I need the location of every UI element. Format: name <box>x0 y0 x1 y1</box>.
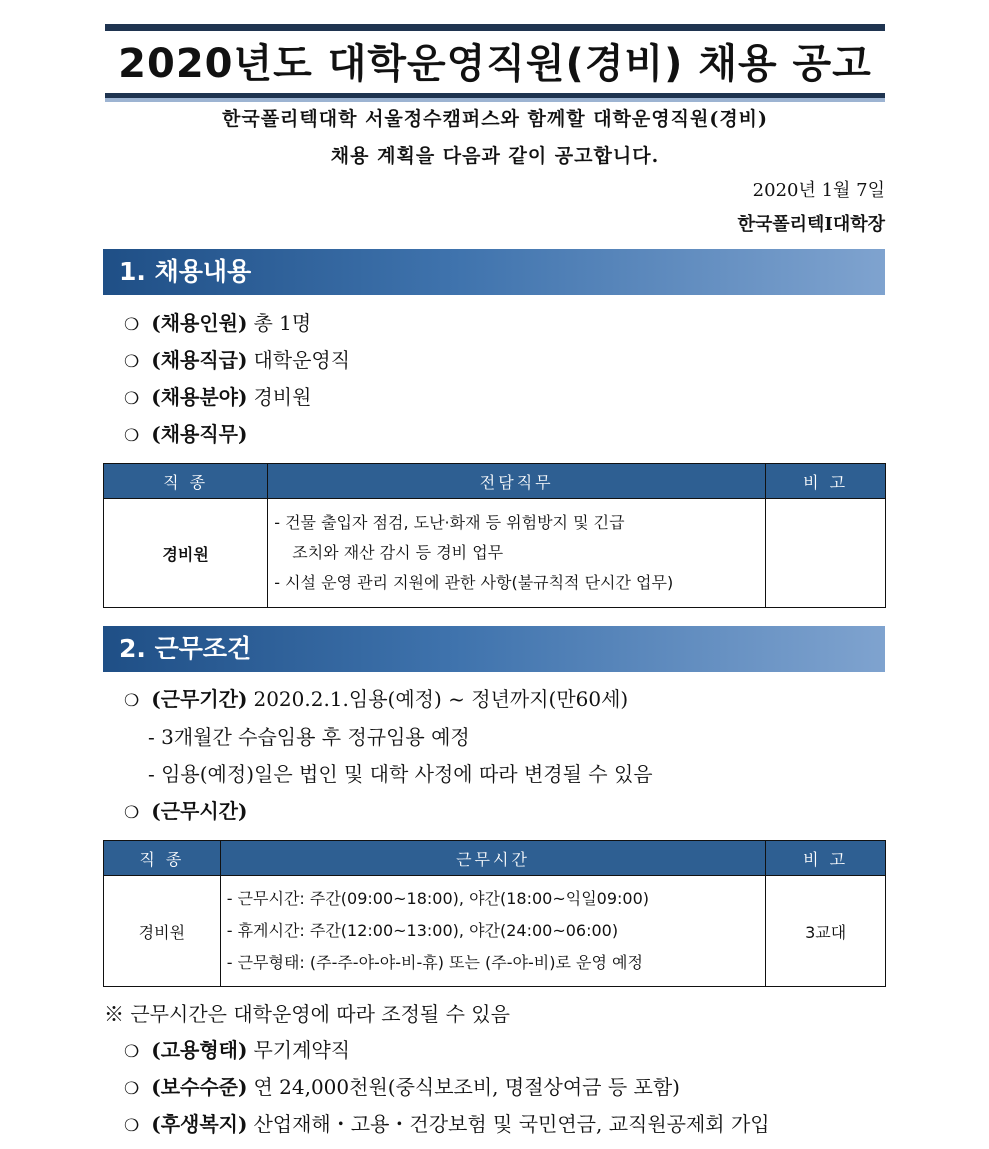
circle-bullet-icon: ❍ <box>124 315 140 335</box>
cell-note <box>766 499 886 608</box>
item-label: (채용직무) <box>151 422 248 446</box>
item-label: (고용형태) <box>151 1038 248 1062</box>
item-value: 대학운영직 <box>253 348 351 372</box>
period-note: - 3개월간 수습임용 후 정규임용 예정 <box>148 725 470 749</box>
item-label: (채용직급) <box>151 348 248 372</box>
hours-line: - 휴게시간: 주간(12:00~13:00), 야간(24:00~06:00) <box>226 921 619 940</box>
table-header-row <box>104 841 886 876</box>
item-value: 총 1명 <box>253 311 312 335</box>
item-value: 2020.2.1.임용(예정) ~ 정년까지(만60세) <box>253 687 629 711</box>
table-row <box>104 876 886 987</box>
item-label: (채용인원) <box>151 311 248 335</box>
list-item-rank <box>124 346 350 376</box>
list-item-period <box>124 685 628 715</box>
period-note: - 임용(예정)일은 법인 및 대학 사정에 따라 변경될 수 있음 <box>148 762 653 786</box>
list-item-employment-type <box>124 1036 350 1066</box>
item-label: (보수수준) <box>151 1075 248 1099</box>
duty-line: 조치와 재산 감시 등 경비 업무 <box>292 543 504 562</box>
column-header-hours: 근무시간 <box>220 841 766 876</box>
hours-line: - 근무시간: 주간(09:00~18:00), 야간(18:00~익일09:00) <box>226 889 650 908</box>
item-value: 산업재해・고용・건강보험 및 국민연금, 교직원공제회 가입 <box>253 1112 770 1136</box>
table-header-row <box>104 464 886 499</box>
list-item-headcount <box>124 309 311 339</box>
cell-hours <box>220 876 766 987</box>
hours-line: - 근무형태: (주-주-야-야-비-휴) 또는 (주-야-비)로 운영 예정 <box>226 953 643 972</box>
page-title: 2020년도 대학운영직원(경비) 채용 공고 <box>118 41 872 87</box>
circle-bullet-icon: ❍ <box>124 1116 140 1136</box>
item-value: 연 24,000천원(중식보조비, 명절상여금 등 포함) <box>253 1075 680 1099</box>
duty-line: - 시설 운영 관리 지원에 관한 사항(불규칙적 단시간 업무) <box>274 573 674 592</box>
column-header-job: 직 종 <box>104 841 221 876</box>
issuer-name: 한국폴리텍I대학장 <box>737 214 885 235</box>
item-label: (후생복지) <box>151 1112 248 1136</box>
column-header-duties: 전담직무 <box>268 464 766 499</box>
circle-bullet-icon: ❍ <box>124 803 140 823</box>
item-label: (근무기간) <box>151 687 248 711</box>
subtitle-line-2: 채용 계획을 다음과 같이 공고합니다. <box>330 145 660 167</box>
table-row <box>104 499 886 608</box>
section-heading-recruitment: 1. 채용내용 <box>103 249 885 295</box>
item-value: 무기계약직 <box>253 1038 351 1062</box>
circle-bullet-icon: ❍ <box>124 352 140 372</box>
item-value: 경비원 <box>253 385 312 409</box>
hours-table <box>103 840 886 987</box>
column-header-note: 비 고 <box>766 464 886 499</box>
circle-bullet-icon: ❍ <box>124 1079 140 1099</box>
list-item-field <box>124 383 311 413</box>
item-label: (근무시간) <box>151 799 248 823</box>
circle-bullet-icon: ❍ <box>124 426 140 446</box>
duty-table <box>103 463 886 608</box>
list-item-hours <box>124 797 253 827</box>
subtitle-line-1: 한국폴리텍대학 서울정수캠퍼스와 함께할 대학운영직원(경비) <box>221 108 769 130</box>
cell-note: 3교대 <box>766 876 886 987</box>
circle-bullet-icon: ❍ <box>124 691 140 711</box>
title-top-bar <box>105 24 885 31</box>
cell-job: 경비원 <box>104 499 268 608</box>
duty-line: - 건물 출입자 점검, 도난·화재 등 위험방지 및 긴급 <box>274 513 625 532</box>
list-item-duty <box>124 420 253 450</box>
circle-bullet-icon: ❍ <box>124 389 140 409</box>
section-heading-conditions: 2. 근무조건 <box>103 626 885 672</box>
circle-bullet-icon: ❍ <box>124 1042 140 1062</box>
cell-duties <box>268 499 766 608</box>
hours-footnote: ※ 근무시간은 대학운영에 따라 조정될 수 있음 <box>104 1002 510 1026</box>
list-item-salary <box>124 1073 680 1103</box>
column-header-job: 직 종 <box>104 464 268 499</box>
list-item-welfare <box>124 1110 770 1140</box>
cell-job: 경비원 <box>104 876 221 987</box>
announcement-date: 2020년 1월 7일 <box>752 180 885 201</box>
item-label: (채용분야) <box>151 385 248 409</box>
column-header-note: 비 고 <box>766 841 886 876</box>
title-bottom-bar-light <box>105 98 885 102</box>
